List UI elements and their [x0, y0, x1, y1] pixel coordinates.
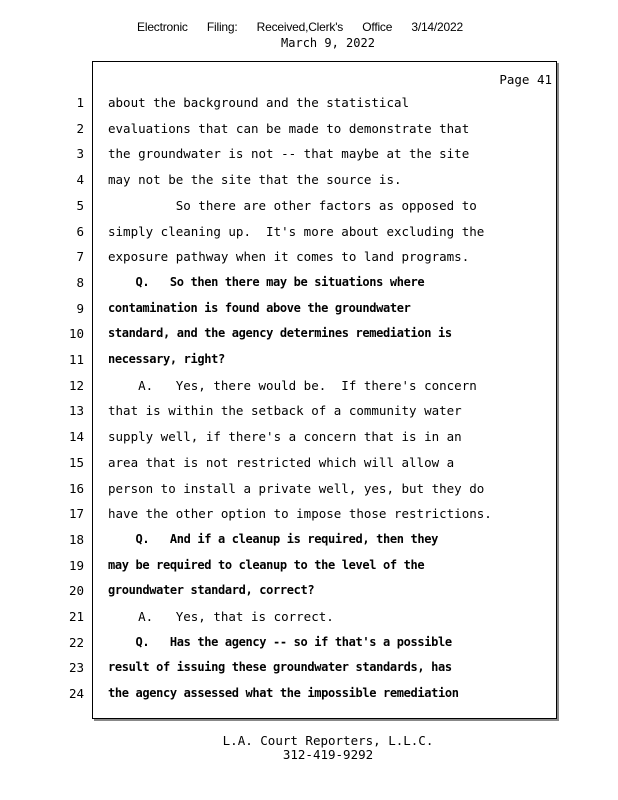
- line-number: 20: [68, 583, 84, 598]
- question-line: result of issuing these groundwater standards, has: [108, 660, 452, 674]
- line-number: 22: [68, 635, 84, 650]
- line-number: 5: [76, 198, 84, 213]
- question-line: contamination is found above the groundwater: [108, 301, 411, 315]
- question-line: Q. Has the agency -- so if that's a possible: [108, 635, 452, 649]
- line-number: 11: [68, 352, 84, 367]
- testimony-line: supply well, if there's a concern that is in an: [108, 429, 462, 444]
- testimony-line: A. Yes, that is correct.: [108, 609, 334, 624]
- testimony-line: simply cleaning up. It's more about excluding the: [108, 224, 485, 239]
- deposition-date: March 9, 2022: [281, 36, 375, 50]
- filing-stamp-part: Filing:: [206, 20, 238, 34]
- line-number: 3: [76, 146, 84, 161]
- line-number: 2: [76, 121, 84, 136]
- filing-stamp-part: Office: [362, 20, 393, 34]
- question-line: the agency assessed what the impossible remediation: [108, 686, 459, 700]
- line-number: 15: [68, 455, 84, 470]
- line-number: 4: [76, 172, 84, 187]
- reporter-company: L.A. Court Reporters, L.L.C.: [222, 733, 434, 748]
- line-number: 10: [68, 326, 84, 341]
- testimony-line: exposure pathway when it comes to land programs.: [108, 249, 470, 264]
- reporter-phone: 312-419-9292: [282, 747, 374, 762]
- testimony-line: that is within the setback of a community water: [108, 403, 462, 418]
- testimony-line: evaluations that can be made to demonstrate that: [108, 121, 470, 136]
- line-number: 19: [68, 558, 84, 573]
- filing-stamp: [0, 20, 600, 34]
- line-number: 1: [76, 95, 84, 110]
- question-line: Q. And if a cleanup is required, then they: [108, 532, 438, 546]
- testimony-line: have the other option to impose those restrictions.: [108, 506, 492, 521]
- line-number: 13: [68, 403, 84, 418]
- line-number: 12: [68, 378, 84, 393]
- filing-stamp-part: 3/14/2022: [411, 20, 463, 34]
- testimony-line: person to install a private well, yes, but they do: [108, 481, 485, 496]
- line-number: 21: [68, 609, 84, 624]
- line-number: 24: [68, 686, 84, 701]
- line-number: 23: [68, 660, 84, 675]
- line-number: 7: [76, 249, 84, 264]
- question-line: necessary, right?: [108, 352, 225, 366]
- line-number: 8: [76, 275, 84, 290]
- question-line: Q. So then there may be situations where: [108, 275, 425, 289]
- question-line: may be required to cleanup to the level of the: [108, 558, 425, 572]
- testimony-line: area that is not restricted which will allow a: [108, 455, 455, 470]
- testimony-line: may not be the site that the source is.: [108, 172, 402, 187]
- line-number: 6: [76, 224, 84, 239]
- testimony-line: A. Yes, there would be. If there's concern: [108, 378, 477, 393]
- testimony-line: about the background and the statistical: [108, 95, 410, 110]
- line-number: 16: [68, 481, 84, 496]
- testimony-line: the groundwater is not -- that maybe at the site: [108, 146, 470, 161]
- testimony-line: So there are other factors as opposed to: [108, 198, 477, 213]
- line-number: 18: [68, 532, 84, 547]
- filing-stamp-part: Electronic: [137, 20, 188, 34]
- filing-stamp-part: Received,Clerk's: [256, 20, 344, 34]
- page-number: Page 41: [499, 72, 552, 87]
- line-number: 17: [68, 506, 84, 521]
- question-line: standard, and the agency determines remediation is: [108, 326, 452, 340]
- question-line: groundwater standard, correct?: [108, 583, 315, 597]
- line-number: 14: [68, 429, 84, 444]
- line-number: 9: [76, 301, 84, 316]
